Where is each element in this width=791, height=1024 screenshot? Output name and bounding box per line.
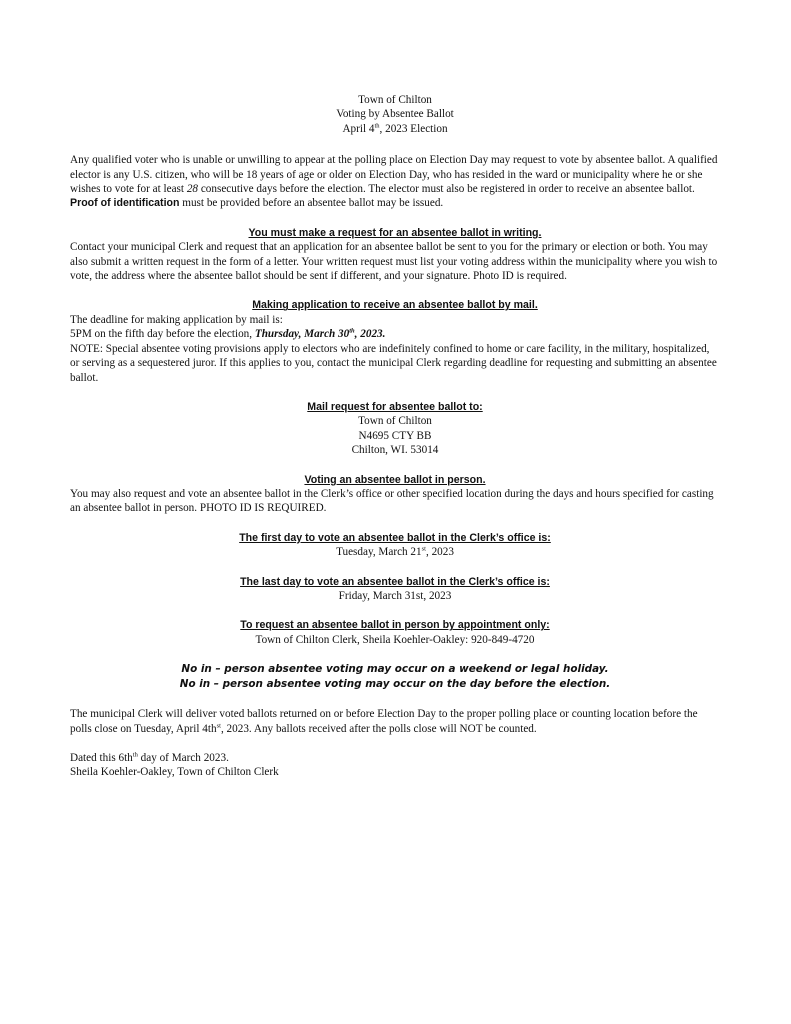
first-day-date: Tuesday, March 21st, 2023	[336, 545, 454, 559]
deadline-intro: The deadline for making application by mail is:	[70, 313, 283, 326]
mail-application-heading: Making application to receive an absentee ballot by mail.	[252, 299, 538, 312]
restrictions-block	[70, 662, 720, 692]
dated-line: Dated this $6th^{th}$ day of March 2023.	[70, 751, 229, 764]
document-title: Voting by Absentee Ballot	[336, 108, 454, 121]
address-name: Town of Chilton	[358, 415, 432, 428]
last-day-date: Friday, March 31st, 2023	[338, 589, 452, 602]
day-before-notice: No in – person absentee voting may occur on the day before the election.	[179, 678, 611, 691]
address-city: Chilton, WI. 53014	[351, 444, 439, 457]
town-name: Town of Chilton	[358, 94, 432, 106]
appointment-heading: To request an absentee ballot in person by appointment only:	[240, 619, 550, 632]
special-provisions-note: NOTE: Special absentee voting provisions apply to electors who are indefinitely confined to home or care facility, in the military, hospitalized, or serving as a sequestered juror. If this applies to you, contact the municipal Clerk regarding deadline for requesting and submitting an absentee ballot.	[70, 342, 717, 384]
last-day-block	[70, 575, 720, 604]
last-day-heading: The last day to vote an absentee ballot in the Clerk’s office is:	[240, 575, 550, 588]
first-day-heading: The first day to vote an absentee ballot in the Clerk’s office is:	[239, 531, 551, 544]
election-date: April 4th, 2023 Election	[342, 122, 448, 135]
residency-days: 28	[186, 183, 199, 196]
first-day-block	[70, 531, 720, 560]
proof-of-id: Proof of identification	[70, 197, 180, 210]
intro-paragraph: Any qualified voter who is unable or unwilling to appear at the polling place on Election Day may request to vote by absentee ballot. A qualified elector is any U.S. citizen, who will be 18 years of age or older on Election Day, who has resided in the ward or municipality where he or she wishes to vote for at least 28 consecutive days before the election. The elector must also be registered in order to receive an absentee ballot. Proof of identification must be provided before an absentee ballot may be issued.	[70, 154, 718, 210]
notice-document	[70, 93, 720, 780]
closing-paragraph: The municipal Clerk will deliver voted ballots returned on or before Election Day to the proper polling place or counting location before the polls close on Tuesday, April $4th^{st}$, 2023. Any ballots received after the polls close will NOT be counted.	[70, 708, 698, 735]
writing-paragraph: Contact your municipal Clerk and request that an application for an absentee ballot be sent to you for the primary or election or both. You may also submit a written request in the form of a letter. Your written request must list your voting address within the municipality where you wish to vote, the address where the absentee ballot should be sent if different, and your signature. Photo ID is required.	[70, 241, 718, 283]
document-header	[70, 93, 720, 136]
mailing-address-block	[70, 400, 720, 458]
weekend-holiday-notice: No in – person absentee voting may occur on a weekend or legal holiday.	[181, 663, 609, 676]
deadline-line: 5PM on the fifth day before the election, Thursday, March 30th, 2023.	[70, 327, 386, 341]
clerk-contact: Town of Chilton Clerk, Sheila Koehler-Oakley: 920-849-4720	[255, 633, 535, 646]
mail-request-heading: Mail request for absentee ballot to:	[307, 400, 483, 413]
appointment-block	[70, 618, 720, 647]
writing-heading: You must make a request for an absentee ballot in writing.	[248, 226, 542, 239]
address-street: N4695 CTY BB	[358, 429, 432, 442]
clerk-signature: Sheila Koehler-Oakley, Town of Chilton Clerk	[70, 766, 279, 779]
in-person-heading: Voting an absentee ballot in person.	[304, 473, 486, 486]
deadline-date: Thursday, March 30th, 2023.	[254, 327, 386, 341]
in-person-paragraph: You may also request and vote an absentee ballot in the Clerk’s office or other specified location during the days and hours specified for casting an absentee ballot in person. PHOTO ID IS REQUIRED.	[70, 487, 714, 515]
